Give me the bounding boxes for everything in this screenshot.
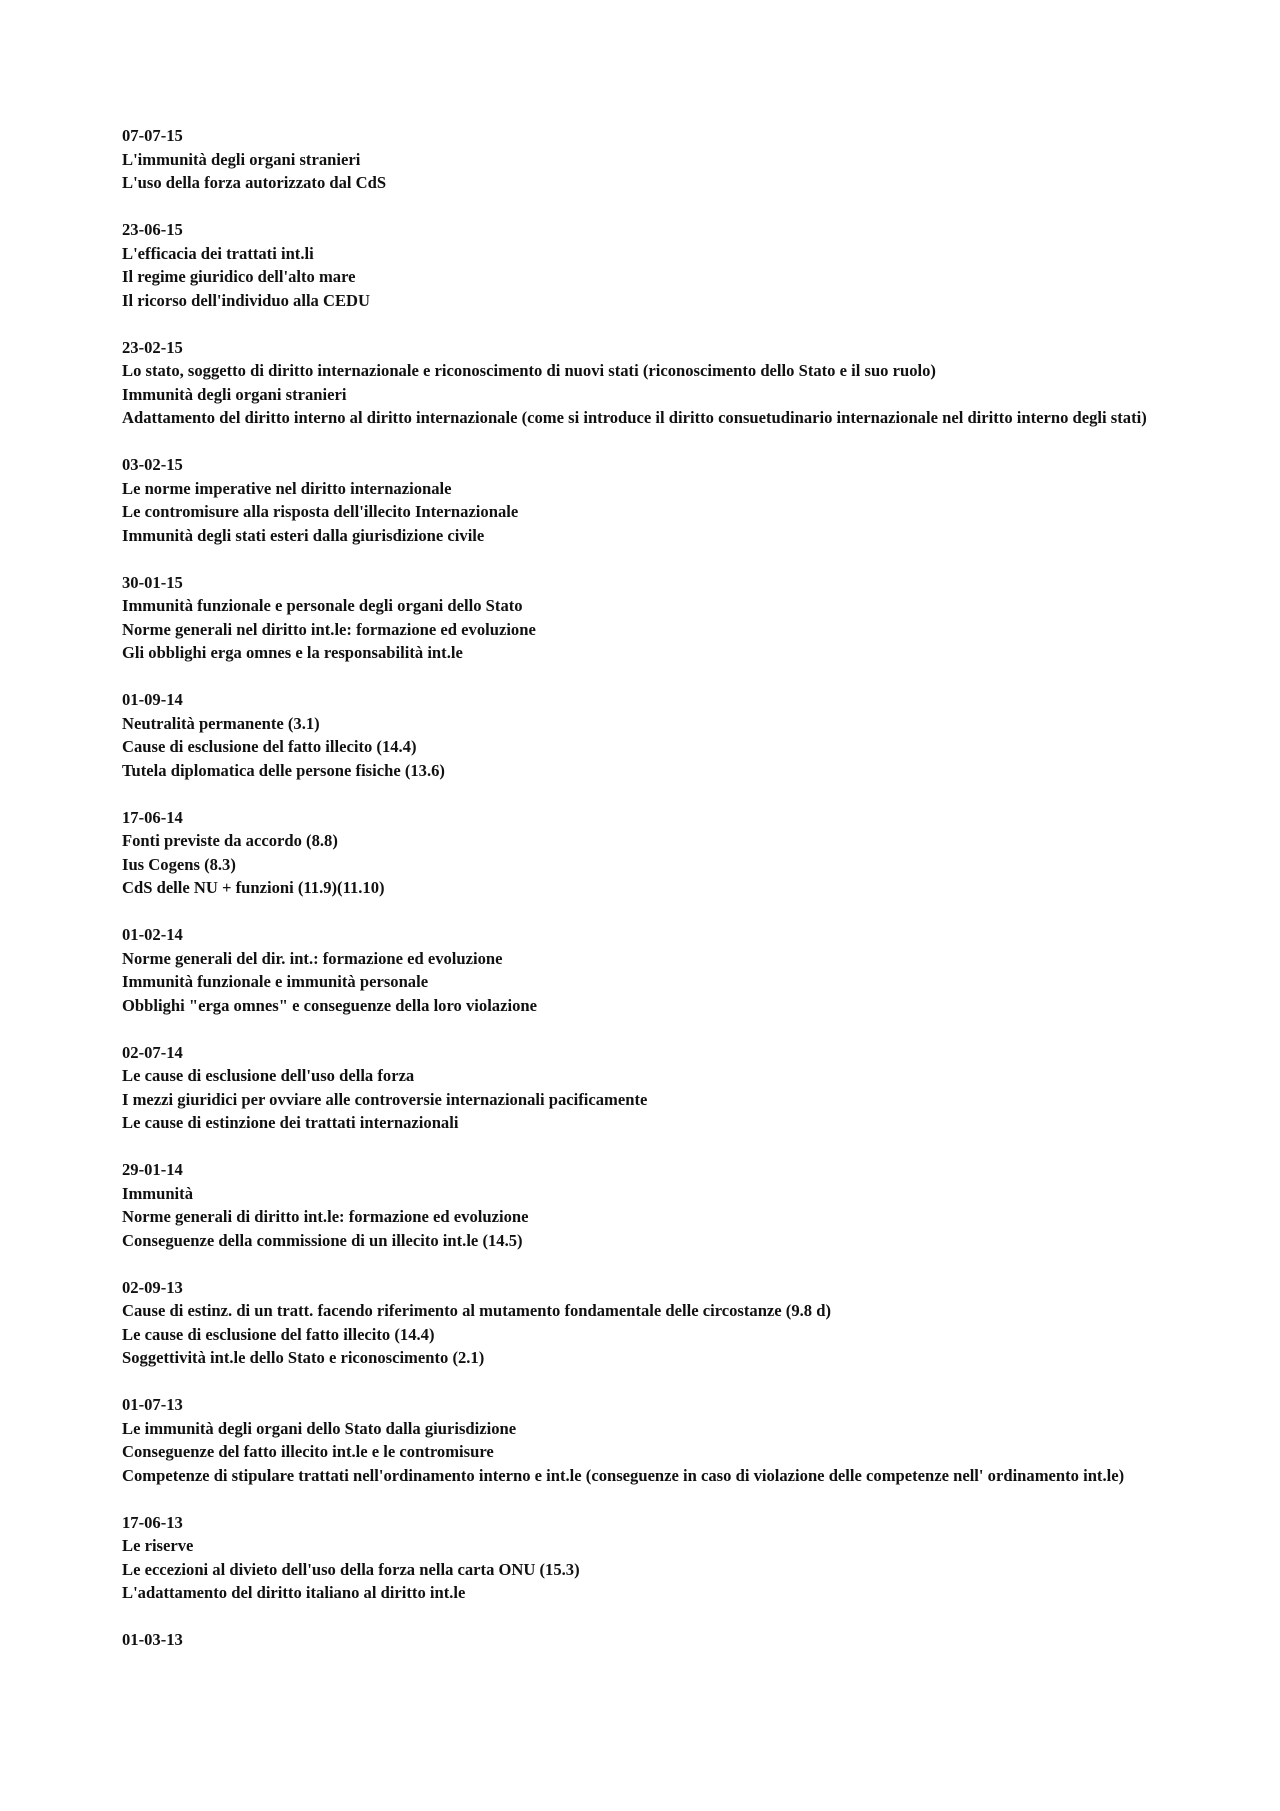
session-date: 02-07-14 [122,1042,183,1062]
exam-question: Conseguenze della commissione di un illecito int.le (14.5) [122,1230,523,1250]
exam-question: Le norme imperative nel diritto internazionale [122,478,452,498]
exam-question: CdS delle NU + funzioni (11.9)(11.10) [122,878,385,897]
document-page [122,124,1162,1675]
exam-session [122,571,1162,665]
exam-question: Norme generali del dir. int.: formazione ed evoluzione [122,948,503,968]
session-date: 29-01-14 [122,1160,183,1179]
exam-session [122,453,1162,547]
session-date: 01-07-13 [122,1395,183,1414]
exam-question: I mezzi giuridici per ovviare alle controversie internazionali pacificamente [122,1089,648,1109]
session-date: 23-02-15 [122,337,183,357]
exam-question: L'uso della forza autorizzato dal CdS [122,173,387,192]
exam-question: L'efficacia dei trattati int.li [122,243,314,263]
exam-question: Immunità degli stati esteri dalla giurisdizione civile [122,525,485,545]
exam-question: Soggettività int.le dello Stato e riconoscimento (2.1) [122,1348,485,1367]
exam-question: Immunità funzionale e personale degli organi dello Stato [122,596,523,615]
exam-session [122,1511,1162,1605]
exam-question: Le immunità degli organi dello Stato dalla giurisdizione [122,1418,517,1438]
exam-question: Immunità [122,1183,193,1203]
exam-session [122,218,1162,312]
exam-question: Gli obblighi erga omnes e la responsabilità int.le [122,643,463,662]
session-date: 17-06-14 [122,807,183,827]
exam-session [122,1393,1162,1487]
exam-session [122,336,1162,430]
exam-question: Neutralità permanente (3.1) [122,713,320,733]
exam-session [122,124,1162,195]
exam-question: Immunità funzionale e immunità personale [122,972,429,991]
exam-question: Le riserve [122,1536,194,1555]
exam-question: Le eccezioni al divieto dell'uso della forza nella carta ONU (15.3) [122,1559,580,1579]
session-date: 01-09-14 [122,690,183,709]
session-date: 01-02-14 [122,925,183,944]
exam-question: Le contromisure alla risposta dell'illecito Internazionale [122,502,519,521]
exam-question: L'adattamento del diritto italiano al diritto int.le [122,1583,466,1602]
exam-question: Il ricorso dell'individuo alla CEDU [122,290,371,310]
session-date: 01-03-13 [122,1630,183,1649]
exam-session [122,688,1162,782]
exam-question: Conseguenze del fatto illecito int.le e le contromisure [122,1442,494,1461]
exam-session [122,1628,1162,1652]
exam-session [122,1276,1162,1370]
exam-question: Le cause di esclusione del fatto illecito (14.4) [122,1324,435,1344]
session-date: 17-06-13 [122,1512,183,1532]
session-date: 03-02-15 [122,455,183,474]
exam-session [122,806,1162,900]
session-date: 02-09-13 [122,1277,183,1297]
exam-question: Il regime giuridico dell'alto mare [122,267,356,286]
exam-question: Immunità degli organi stranieri [122,384,347,404]
exam-session [122,1158,1162,1252]
exam-question: Cause di esclusione del fatto illecito (14.4) [122,737,417,756]
exam-question: Fonti previste da accordo (8.8) [122,831,338,850]
exam-question: Lo stato, soggetto di diritto internazionale e riconoscimento di nuovi stati (riconoscimento dello Stato e il suo ruolo) [122,361,936,380]
exam-question: Norme generali nel diritto int.le: formazione ed evoluzione [122,619,536,639]
exam-question: Competenze di stipulare trattati nell'ordinamento interno e int.le (conseguenze in caso di violazione delle competenze nell' ordinamento int.le) [122,1465,1125,1485]
exam-question: Obblighi "erga omnes" e conseguenze della loro violazione [122,995,537,1015]
session-date: 23-06-15 [122,220,183,239]
exam-question: L'immunità degli organi stranieri [122,149,361,169]
exam-question: Ius Cogens (8.3) [122,854,236,874]
exam-question: Cause di estinz. di un tratt. facendo riferimento al mutamento fondamentale delle circostanze (9.8 d) [122,1301,831,1320]
exam-session [122,1041,1162,1135]
exam-question: Adattamento del diritto interno al diritto internazionale (come si introduce il diritto consuetudinario internazionale nel diritto interno degli stati) [122,408,1147,427]
session-date: 07-07-15 [122,126,183,145]
exam-question: Tutela diplomatica delle persone fisiche (13.6) [122,760,445,780]
exam-question: Norme generali di diritto int.le: formazione ed evoluzione [122,1207,529,1226]
exam-question: Le cause di estinzione dei trattati internazionali [122,1113,459,1132]
exam-question: Le cause di esclusione dell'uso della forza [122,1066,415,1085]
exam-session [122,923,1162,1017]
session-date: 30-01-15 [122,572,183,592]
